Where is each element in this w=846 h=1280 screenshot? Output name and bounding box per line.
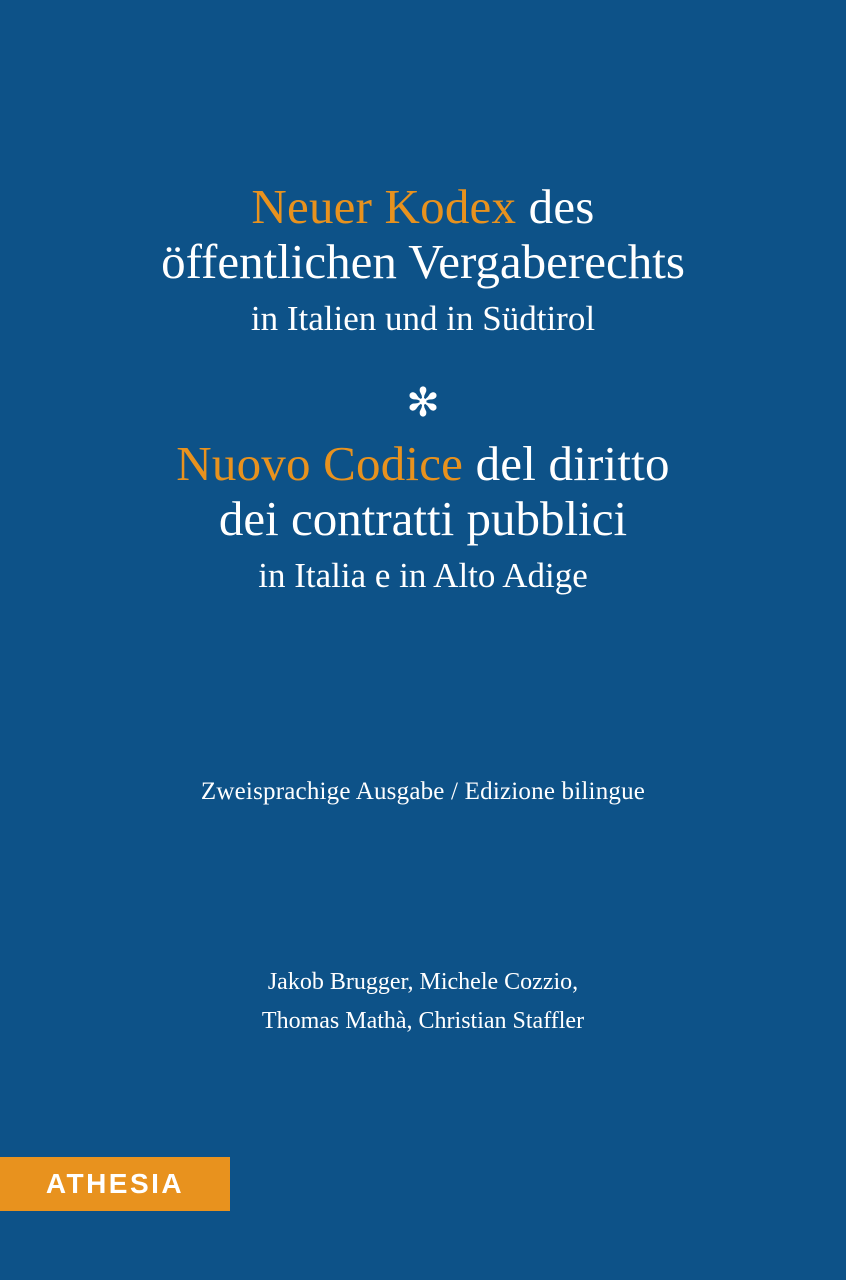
- german-subtitle: in Italien und in Südtirol: [250, 298, 596, 338]
- german-title-accent: Neuer Kodex: [251, 179, 517, 234]
- authors-line-1: Jakob Brugger, Michele Cozzio,: [267, 969, 579, 995]
- authors-block: [0, 963, 846, 1041]
- publisher-name: ATHESIA: [45, 1168, 185, 1199]
- italian-title-line-2: dei contratti pubblici: [218, 491, 628, 547]
- italian-title-line-1: [0, 437, 846, 492]
- edition-note: Zweisprachige Ausgabe / Edizione bilingue: [200, 778, 646, 805]
- german-title-line-1: [0, 180, 846, 235]
- authors-line-2: Thomas Mathà, Christian Staffler: [261, 1007, 585, 1034]
- german-title-line-2: öffentlichen Vergaberechts: [161, 233, 685, 289]
- asterisk-separator-icon: ✻: [406, 380, 440, 426]
- german-title-rest: des: [516, 179, 595, 234]
- italian-title-rest: del diritto: [463, 436, 670, 492]
- italian-subtitle: in Italia e in Alto Adige: [258, 556, 588, 595]
- title-block: [0, 180, 846, 599]
- publisher-logo: [0, 1157, 230, 1211]
- italian-title-accent: Nuovo Codice: [176, 436, 464, 492]
